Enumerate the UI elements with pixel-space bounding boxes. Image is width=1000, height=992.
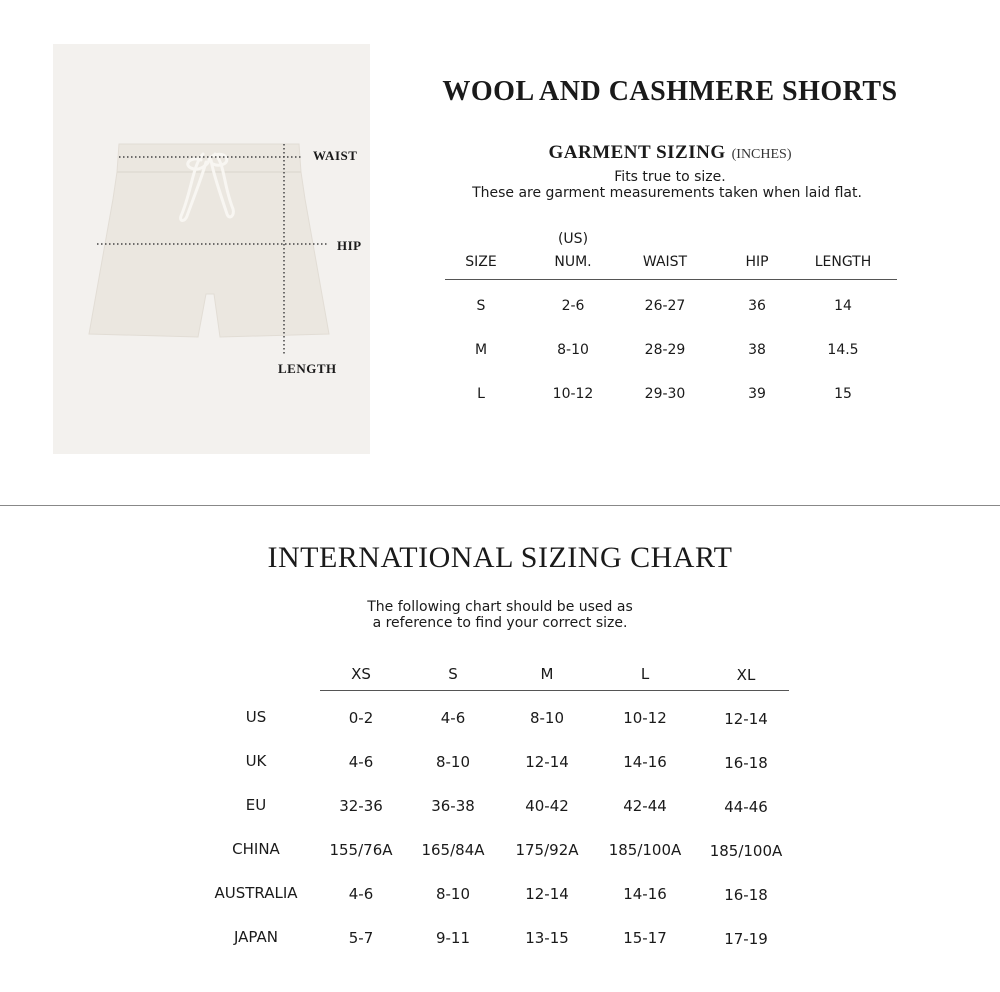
row-label-china: CHINA bbox=[232, 840, 280, 858]
shorts-body-shape bbox=[89, 144, 329, 337]
cell-value: 9-11 bbox=[435, 929, 471, 947]
header-us: (US) bbox=[557, 231, 589, 247]
cell-value: 14-16 bbox=[623, 885, 667, 903]
garment-sizing-heading bbox=[420, 142, 920, 164]
header-waist: WAIST bbox=[642, 254, 688, 270]
cell-value: 36-38 bbox=[431, 797, 475, 815]
section-divider bbox=[0, 505, 1000, 506]
table-rule bbox=[445, 279, 897, 280]
cell-num: 10-12 bbox=[552, 386, 594, 402]
cell-value: 4-6 bbox=[348, 885, 374, 903]
cell-value: 5-7 bbox=[348, 929, 374, 947]
cell-value: 15-17 bbox=[623, 929, 667, 947]
garment-sizing-unit: (INCHES) bbox=[731, 147, 792, 162]
cell-value: 12-14 bbox=[525, 885, 569, 903]
international-title: INTERNATIONAL SIZING CHART bbox=[267, 541, 733, 574]
cell-length: 14 bbox=[834, 298, 852, 314]
size-header-m: M bbox=[540, 665, 554, 683]
length-label: LENGTH bbox=[278, 361, 337, 376]
garment-sizing-title: GARMENT SIZING bbox=[548, 142, 726, 163]
measurement-note: These are garment measurements taken when laid flat. bbox=[472, 185, 862, 201]
shorts-diagram bbox=[53, 44, 370, 454]
cell-length: 14.5 bbox=[827, 342, 859, 358]
cell-value: 185/100A bbox=[608, 841, 682, 859]
cell-value: 44-46 bbox=[724, 798, 768, 816]
size-header-xs: XS bbox=[351, 665, 371, 683]
cell-size: S bbox=[476, 298, 486, 314]
cell-value: 175/92A bbox=[515, 841, 579, 859]
cell-value: 42-44 bbox=[623, 797, 667, 815]
cell-value: 4-6 bbox=[440, 709, 466, 727]
cell-value: 10-12 bbox=[623, 709, 667, 727]
cell-waist: 29-30 bbox=[644, 386, 686, 402]
cell-value: 12-14 bbox=[724, 710, 768, 728]
cell-value: 8-10 bbox=[529, 709, 565, 727]
cell-hip: 39 bbox=[748, 386, 766, 402]
product-title: WOOL AND CASHMERE SHORTS bbox=[442, 76, 898, 107]
international-note-line2: a reference to find your correct size. bbox=[372, 615, 628, 631]
cell-waist: 26-27 bbox=[644, 298, 686, 314]
cell-hip: 38 bbox=[748, 342, 766, 358]
row-label-japan: JAPAN bbox=[234, 928, 278, 946]
row-label-eu: EU bbox=[245, 796, 267, 814]
cell-hip: 36 bbox=[748, 298, 766, 314]
cell-value: 13-15 bbox=[525, 929, 569, 947]
cell-value: 8-10 bbox=[435, 753, 471, 771]
cell-value: 155/76A bbox=[329, 841, 393, 859]
cell-value: 8-10 bbox=[435, 885, 471, 903]
table-rule bbox=[320, 690, 789, 691]
row-label-australia: AUSTRALIA bbox=[214, 884, 298, 902]
header-hip: HIP bbox=[745, 254, 769, 270]
cell-value: 0-2 bbox=[348, 709, 374, 727]
header-length: LENGTH bbox=[814, 254, 872, 270]
size-header-l: L bbox=[640, 665, 650, 683]
cell-value: 14-16 bbox=[623, 753, 667, 771]
fit-note: Fits true to size. bbox=[614, 169, 726, 185]
size-header-s: S bbox=[448, 665, 458, 683]
international-note-line1: The following chart should be used as bbox=[367, 599, 633, 615]
cell-value: 16-18 bbox=[724, 886, 768, 904]
cell-value: 32-36 bbox=[339, 797, 383, 815]
cell-size: M bbox=[474, 342, 488, 358]
cell-num: 2-6 bbox=[561, 298, 585, 314]
row-label-uk: UK bbox=[245, 752, 267, 770]
cell-value: 40-42 bbox=[525, 797, 569, 815]
cell-value: 17-19 bbox=[724, 930, 768, 948]
header-size: SIZE bbox=[465, 254, 497, 270]
cell-value: 185/100A bbox=[709, 842, 783, 860]
cell-length: 15 bbox=[834, 386, 852, 402]
cell-value: 16-18 bbox=[724, 754, 768, 772]
garment-illustration bbox=[53, 44, 370, 454]
cell-value: 4-6 bbox=[348, 753, 374, 771]
cell-value: 12-14 bbox=[525, 753, 569, 771]
cell-size: L bbox=[477, 386, 485, 402]
hip-label: HIP bbox=[337, 238, 362, 253]
header-num: NUM. bbox=[554, 254, 592, 270]
cell-value: 165/84A bbox=[421, 841, 485, 859]
cell-waist: 28-29 bbox=[644, 342, 686, 358]
row-label-us: US bbox=[245, 708, 267, 726]
waist-label: WAIST bbox=[313, 148, 358, 163]
cell-num: 8-10 bbox=[557, 342, 589, 358]
size-header-xl: XL bbox=[736, 666, 756, 684]
